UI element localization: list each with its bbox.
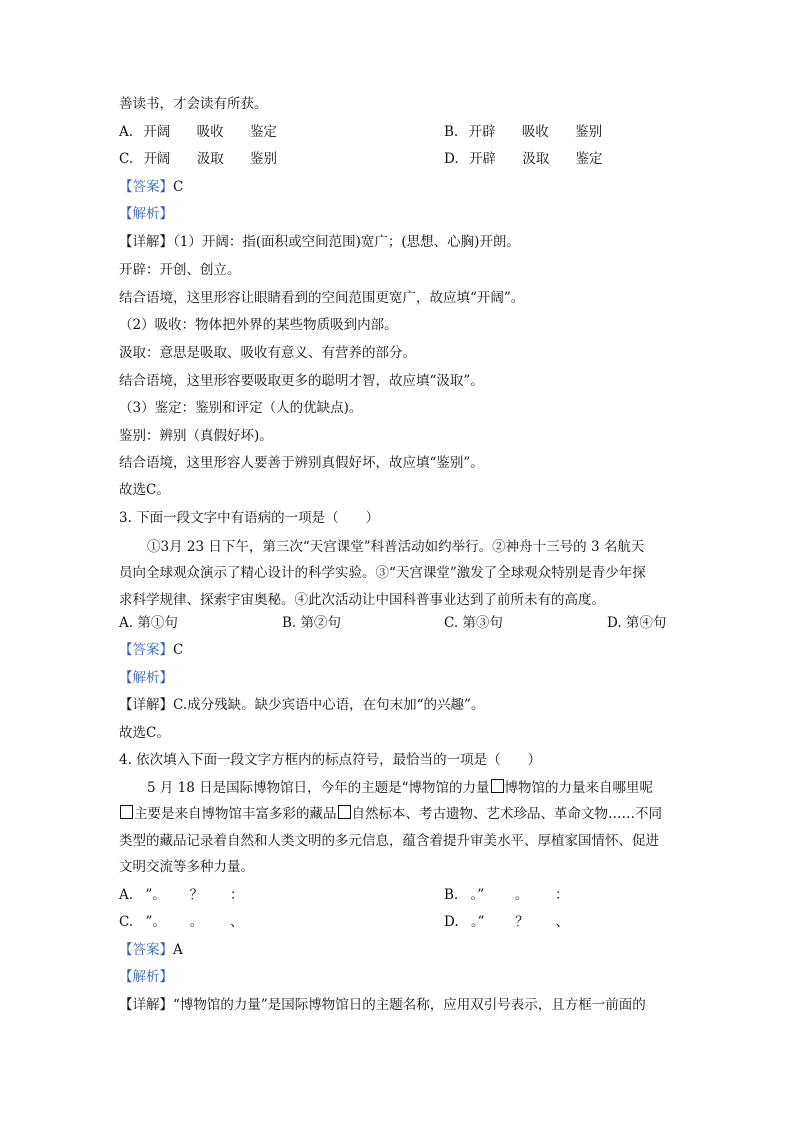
q4-passage-line-1: 5 月 18 日是国际博物馆日，今年的主题是“博物馆的力量 博物馆的力量来自哪里呢: [147, 780, 654, 796]
q2-answer: [119, 178, 183, 196]
q2-detail-2: 开辟：开创、创立。: [119, 262, 241, 278]
q2-conclusion: 故选C。: [119, 482, 170, 498]
q2-detail-5: 汲取：意思是吸取、吸收有意义、有营养的部分。: [119, 345, 416, 361]
q3-passage-line-2: 员向全球观众演示了精心设计的科学实验。③“天宫课堂”激发了全球观众特别是青少年探: [119, 565, 646, 581]
q3-option-b[interactable]: B. 第②句: [282, 615, 342, 631]
q2-analysis-tag: 【解析】: [119, 206, 173, 222]
q2-detail-6: 结合语境，这里形容要吸取更多的聪明才智，故应填“汲取”。: [119, 373, 484, 389]
answer-tag: 【答案】: [119, 179, 173, 195]
q4-option-c[interactable]: C. ”。 。 、: [119, 914, 244, 930]
q3-option-d[interactable]: D. 第④句: [607, 615, 667, 631]
q4-passage-line-4: 文明交流等多种力量。: [119, 859, 254, 875]
q3-option-c[interactable]: C. 第③句: [444, 615, 503, 631]
q2-detail-7: （3）鉴定：鉴别和评定（人的优缺点)。: [119, 400, 363, 416]
answer-value: C: [173, 642, 184, 658]
blank-box-1: [491, 779, 504, 793]
q4-option-d[interactable]: D. 。” ？ 、: [444, 914, 570, 930]
q2-option-b[interactable]: B. 开辟 吸收 鉴别: [444, 124, 603, 140]
q4-option-a[interactable]: A. ”。 ？ ：: [119, 887, 244, 903]
answer-tag: 【答案】: [119, 642, 173, 658]
blank-box-3: [338, 805, 351, 819]
q2-detail-1: 【详解】（1）开阔：指(面积或空间范围)宽广；(思想、心胸)开朗。: [119, 234, 520, 250]
q4-option-b[interactable]: B. 。” 。 ：: [444, 887, 569, 903]
detail-tag: 【详解】: [119, 997, 173, 1013]
q4-detail: 【详解】“博物馆的力量”是国际博物馆日的主题名称，应用双引号表示，且方框一前面的: [119, 997, 646, 1013]
q2-option-a[interactable]: A. 开阔 吸收 鉴定: [119, 124, 277, 140]
q3-answer: [119, 641, 183, 659]
blank-box-2: [120, 805, 133, 819]
detail-tag: 【详解】: [119, 234, 173, 250]
answer-value: C: [173, 179, 184, 195]
answer-value: A: [173, 942, 183, 958]
q3-option-a[interactable]: A. 第①句: [119, 615, 178, 631]
q4-passage-line-2: 主要是来自博物馆丰富多彩的藏品 自然标本、考古遗物、艺术珍品、革命文物……不同: [119, 805, 662, 823]
q2-detail-3: 结合语境，这里形容让眼睛看到的空间范围更宽广，故应填“开阔”。: [119, 290, 525, 306]
q3-passage-line-1: ①3月 23 日下午，第三次“天宫课堂”科普活动如约举行。②神舟十三号的 3 名航天: [147, 539, 645, 555]
q4-analysis-tag: 【解析】: [119, 969, 173, 985]
q4-stem: 4. 依次填入下面一段文字方框内的标点符号，最恰当的一项是（ ）: [119, 752, 542, 768]
q3-stem: 3. 下面一段文字中有语病的一项是（ ）: [119, 510, 380, 526]
q2-option-c[interactable]: C. 开阔 汲取 鉴别: [119, 151, 278, 167]
q4-passage-line-3: 类型的藏品记录着自然和人类文明的多元信息，蕴含着提升审美水平、厚植家国情怀、促进: [119, 833, 659, 849]
q3-analysis-tag: 【解析】: [119, 670, 173, 686]
q2-detail-8: 鉴别：辨别（真假好坏)。: [119, 428, 273, 444]
q2-detail-4: （2）吸收：物体把外界的某些物质吸到内部。: [119, 317, 398, 333]
q2-detail-9: 结合语境，这里形容人要善于辨别真假好坏，故应填“鉴别”。: [119, 455, 484, 471]
q3-detail: 【详解】C.成分残缺。缺少宾语中心语，在句末加“的兴趣”。: [119, 697, 485, 713]
q3-passage-line-3: 求科学规律、探索宇宙奥秘。④此次活动让中国科普事业达到了前所未有的高度。: [119, 592, 605, 608]
q3-conclusion: 故选C。: [119, 725, 170, 741]
answer-tag: 【答案】: [119, 942, 173, 958]
q2-option-d[interactable]: D. 开辟 汲取 鉴定: [444, 151, 603, 167]
detail-tag: 【详解】: [119, 697, 173, 713]
q2-stem-tail: 善读书，才会读有所获。: [119, 96, 268, 112]
q4-answer: [119, 941, 183, 959]
